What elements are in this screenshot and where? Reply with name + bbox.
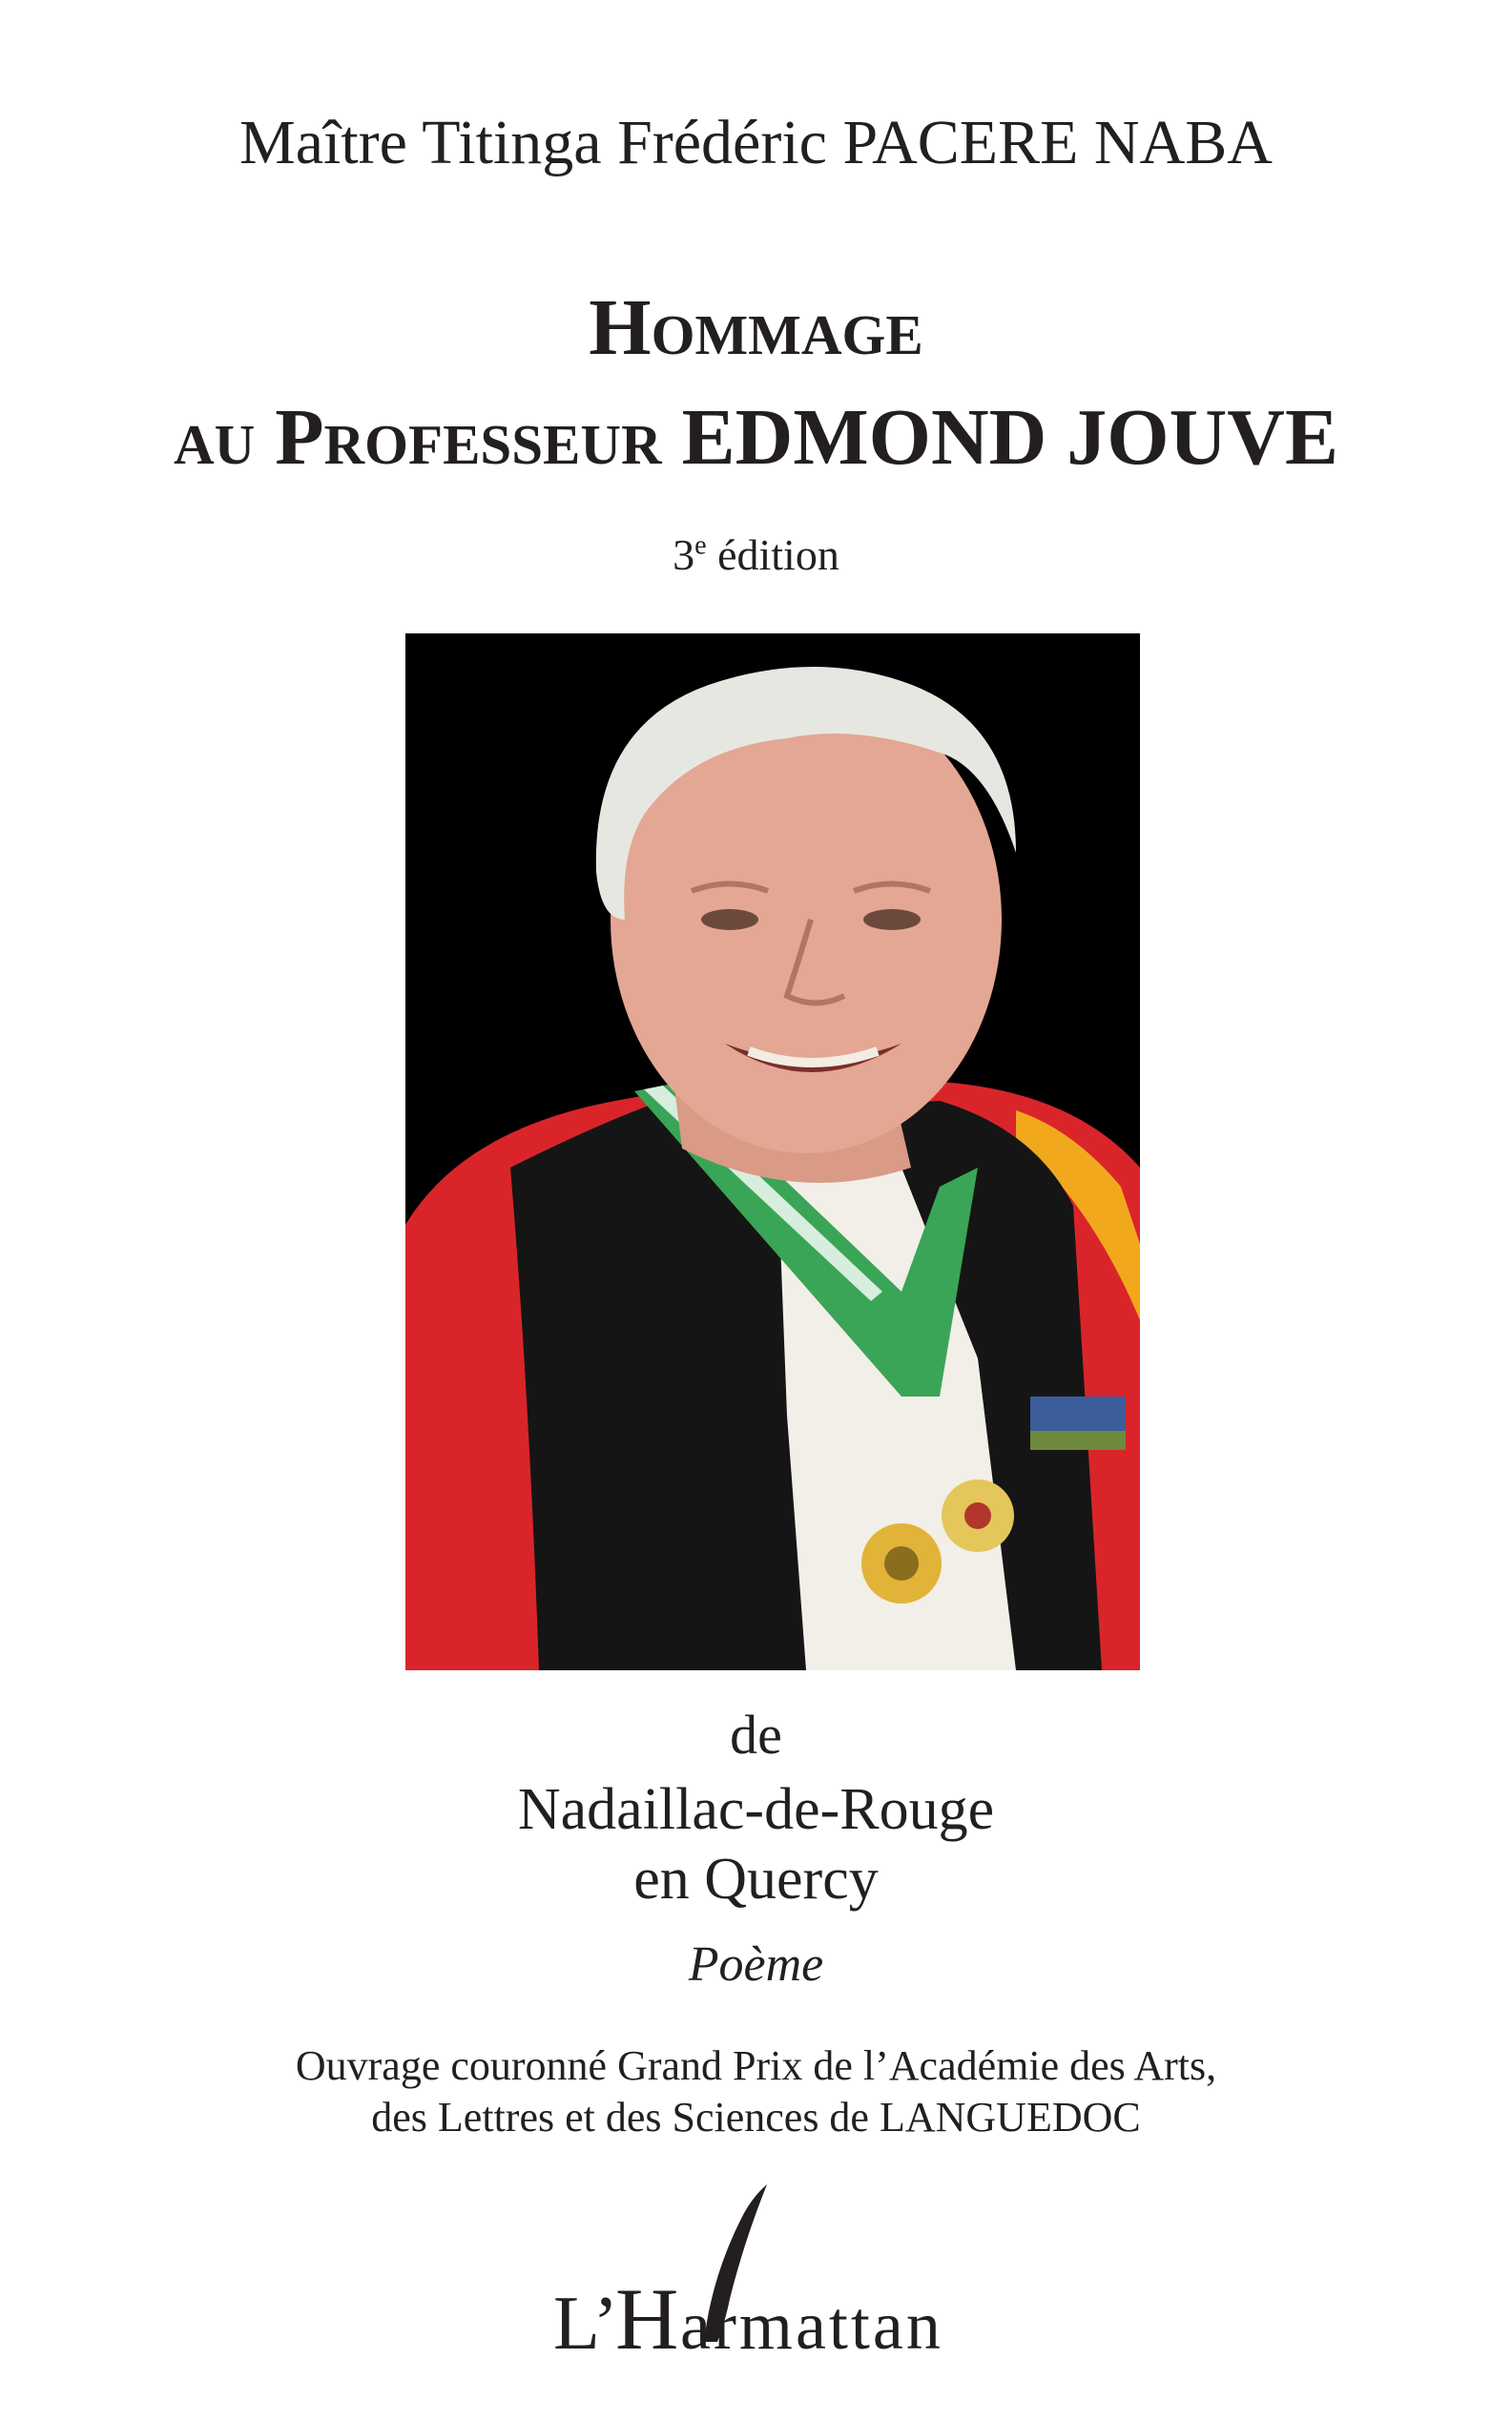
publisher-logo: [0, 2184, 1512, 2375]
preposition-de: de: [730, 1704, 782, 1766]
publisher-initial: H: [615, 2270, 679, 2368]
portrait-photo: [405, 633, 1140, 1670]
genre-label: Poème: [688, 1937, 824, 1992]
title-prefix: au Professeur: [174, 393, 662, 482]
publisher-name-rest: armattan: [680, 2287, 943, 2364]
publisher-prefix: L’: [553, 2282, 619, 2366]
place-line-1: Nadaillac-de-Rouge: [517, 1777, 995, 1842]
book-title-line-1: Hommage: [589, 283, 923, 372]
book-title-line-2: [0, 391, 1512, 484]
award-line-1: Ouvrage couronné Grand Prix de l’Académie des Arts,: [295, 2042, 1217, 2089]
title-honoree-name: EDMOND JOUVE: [681, 393, 1338, 482]
edition-number: 3: [673, 530, 695, 579]
author-name: Maître Titinga Frédéric PACERE NABA: [239, 108, 1273, 177]
edition-label: [0, 529, 1512, 580]
edition-suffix: e: [694, 530, 707, 561]
award-line-2: des Lettres et des Sciences de LANGUEDOC: [371, 2094, 1141, 2141]
edition-word: édition: [717, 530, 839, 579]
place-line-2: en Quercy: [633, 1847, 879, 1912]
